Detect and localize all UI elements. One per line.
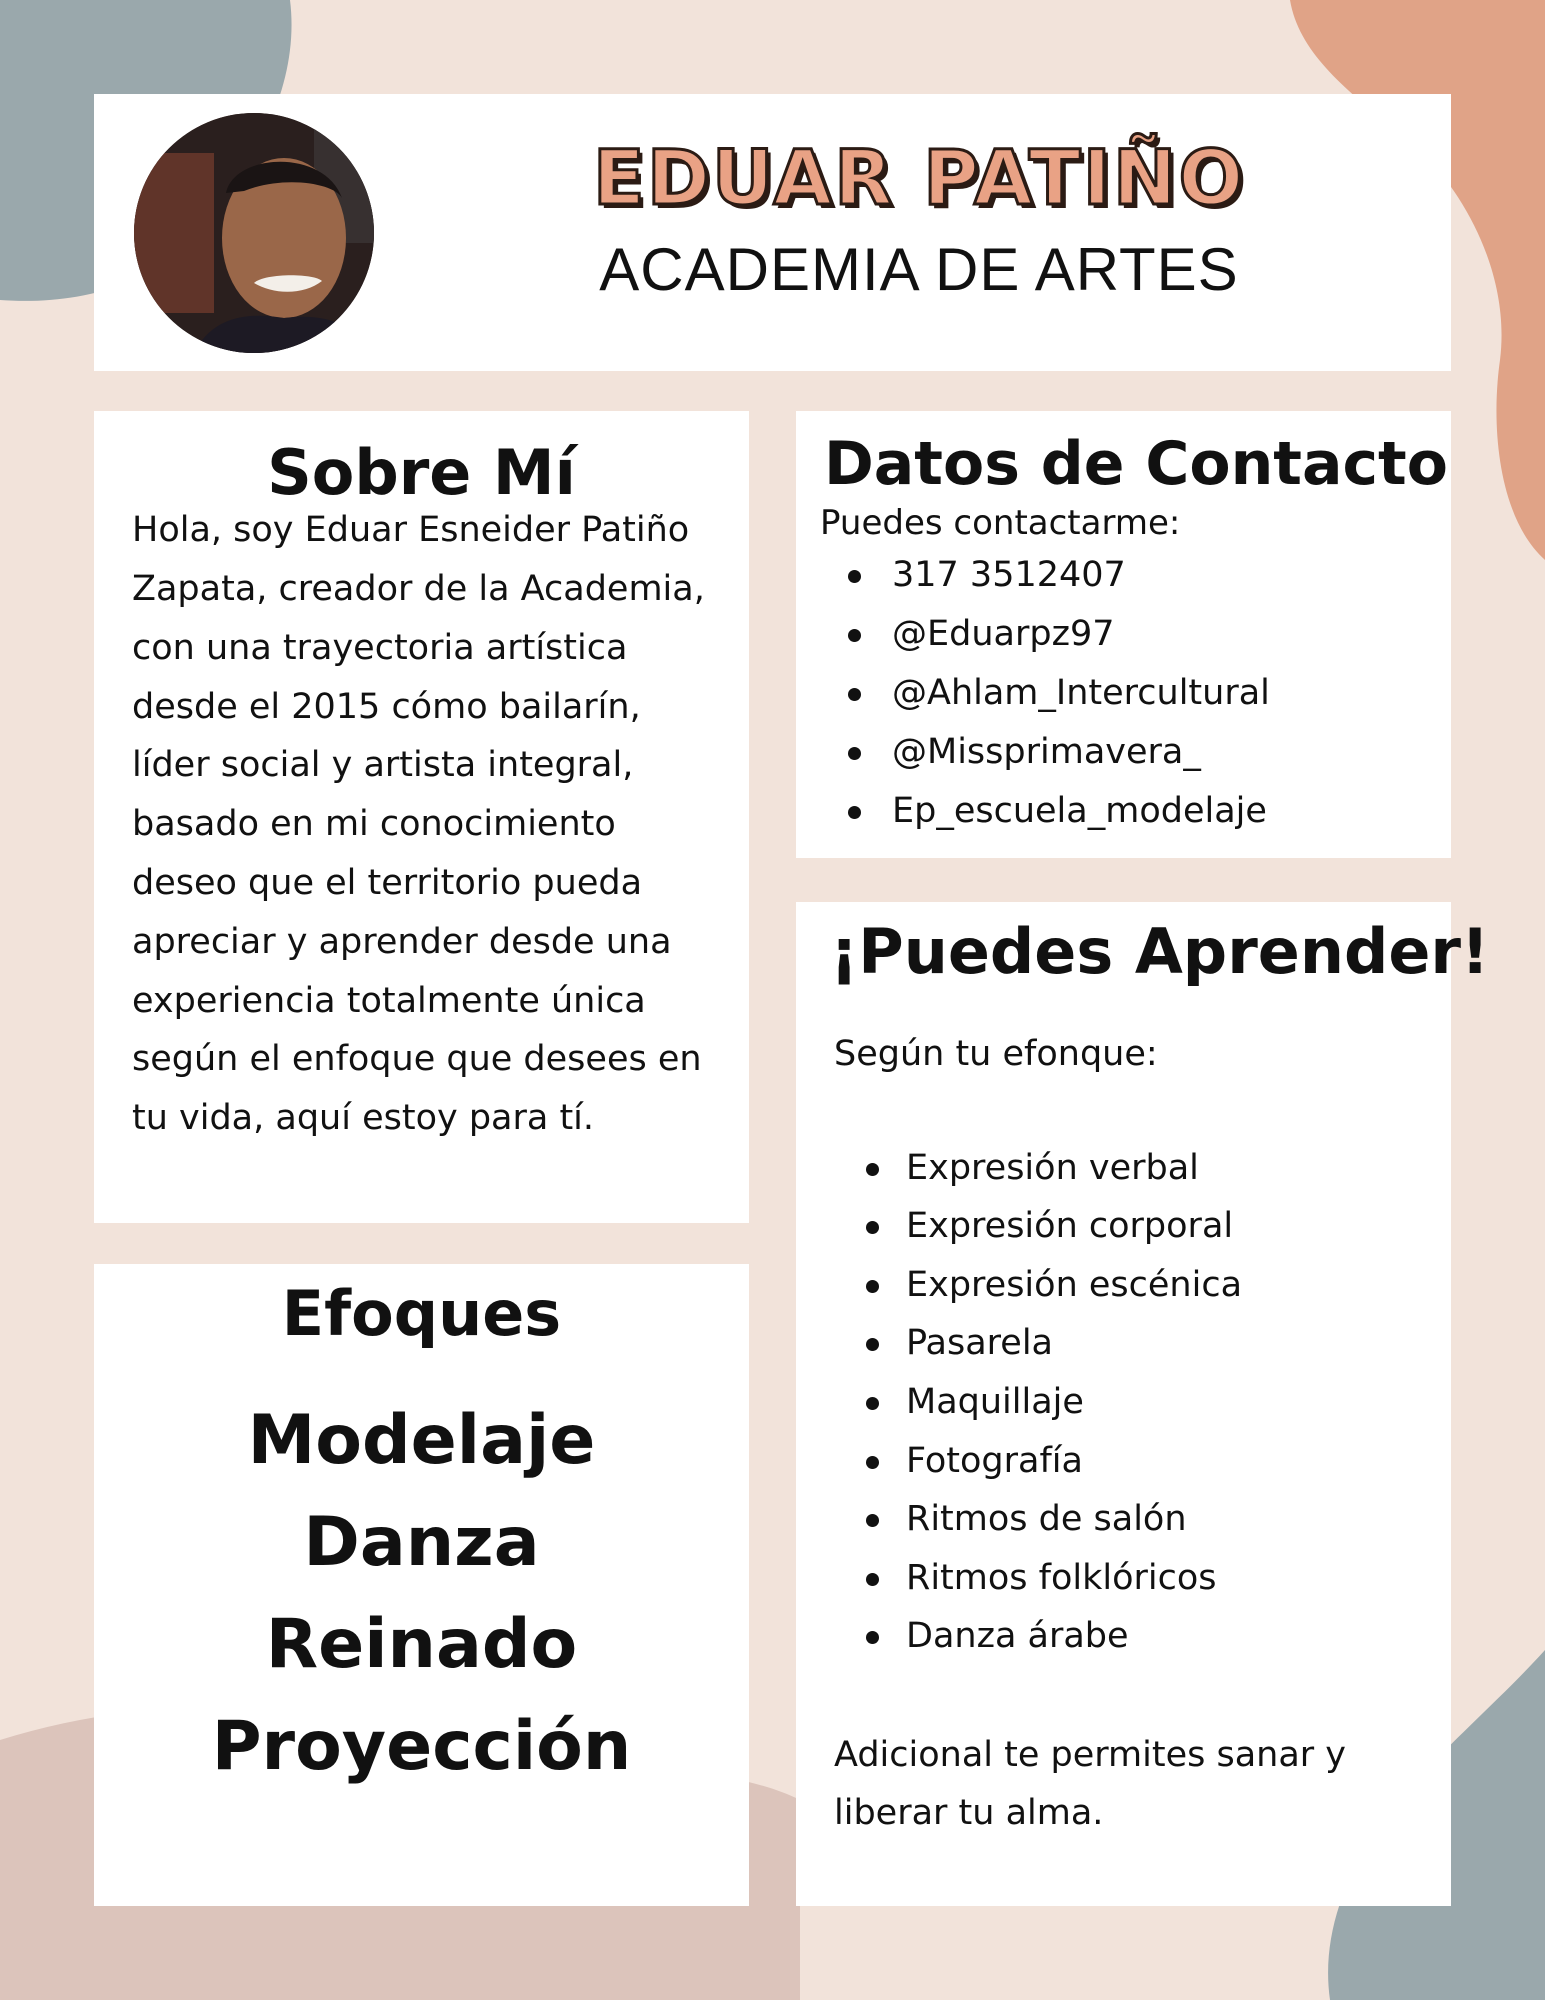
about-heading: Sobre Mí: [267, 436, 576, 509]
contact-phone: 317 3512407: [892, 546, 1451, 605]
focus-item: Modelaje: [247, 1400, 596, 1480]
focus-heading: Efoques: [281, 1277, 562, 1350]
learn-item: Expresión corporal: [906, 1197, 1451, 1256]
contact-handle: @Eduarpz97: [892, 605, 1451, 664]
learn-list: [796, 1139, 1451, 1666]
focus-item: Proyección: [211, 1706, 632, 1786]
learn-item: Ritmos de salón: [906, 1490, 1451, 1549]
contact-list: [796, 546, 1451, 841]
contact-intro: Puedes contactarme:: [820, 503, 1181, 543]
contact-handle: Ep_escuela_modelaje: [892, 782, 1451, 841]
contact-handle: @Missprimavera_: [892, 723, 1451, 782]
contact-heading: Datos de Contacto: [824, 429, 1448, 499]
learn-outro: Adicional te permites sanar y liberar tu alma.: [834, 1734, 1347, 1833]
learn-item: Expresión escénica: [906, 1256, 1451, 1315]
profile-photo-icon: [134, 113, 374, 353]
contact-panel: [796, 411, 1451, 858]
learn-item: Ritmos folklóricos: [906, 1549, 1451, 1608]
learn-intro: Según tu efonque:: [834, 1033, 1158, 1074]
learn-item: Fotografía: [906, 1432, 1451, 1491]
focus-item: Danza: [303, 1502, 540, 1582]
learn-item: Danza árabe: [906, 1607, 1451, 1666]
learn-item: Maquillaje: [906, 1373, 1451, 1432]
page-title: EDUAR PATIÑO: [592, 133, 1246, 222]
header-panel: [94, 94, 1451, 371]
learn-heading: ¡Puedes Aprender!: [830, 915, 1490, 988]
about-body: Hola, soy Eduar Esneider Patiño Zapata, creador de la Academia, con una trayectoria artística desde el 2015 cómo bailarín, líder social y artista integral, basado en mi conocimiento deseo que el territorio pueda apreciar y aprender desde una experiencia totalmente única según el enfoque que desees en tu vida, aquí estoy para tí.: [132, 510, 705, 1139]
about-panel: [94, 411, 749, 1223]
focus-list: [94, 1390, 749, 1798]
focus-panel: [94, 1264, 749, 1906]
focus-item: Reinado: [265, 1604, 578, 1684]
contact-handle: @Ahlam_Intercultural: [892, 664, 1451, 723]
page-subtitle: ACADEMIA DE ARTES: [599, 236, 1239, 303]
learn-panel: [796, 902, 1490, 1906]
learn-item: Pasarela: [906, 1314, 1451, 1373]
learn-item: Expresión verbal: [906, 1139, 1451, 1198]
